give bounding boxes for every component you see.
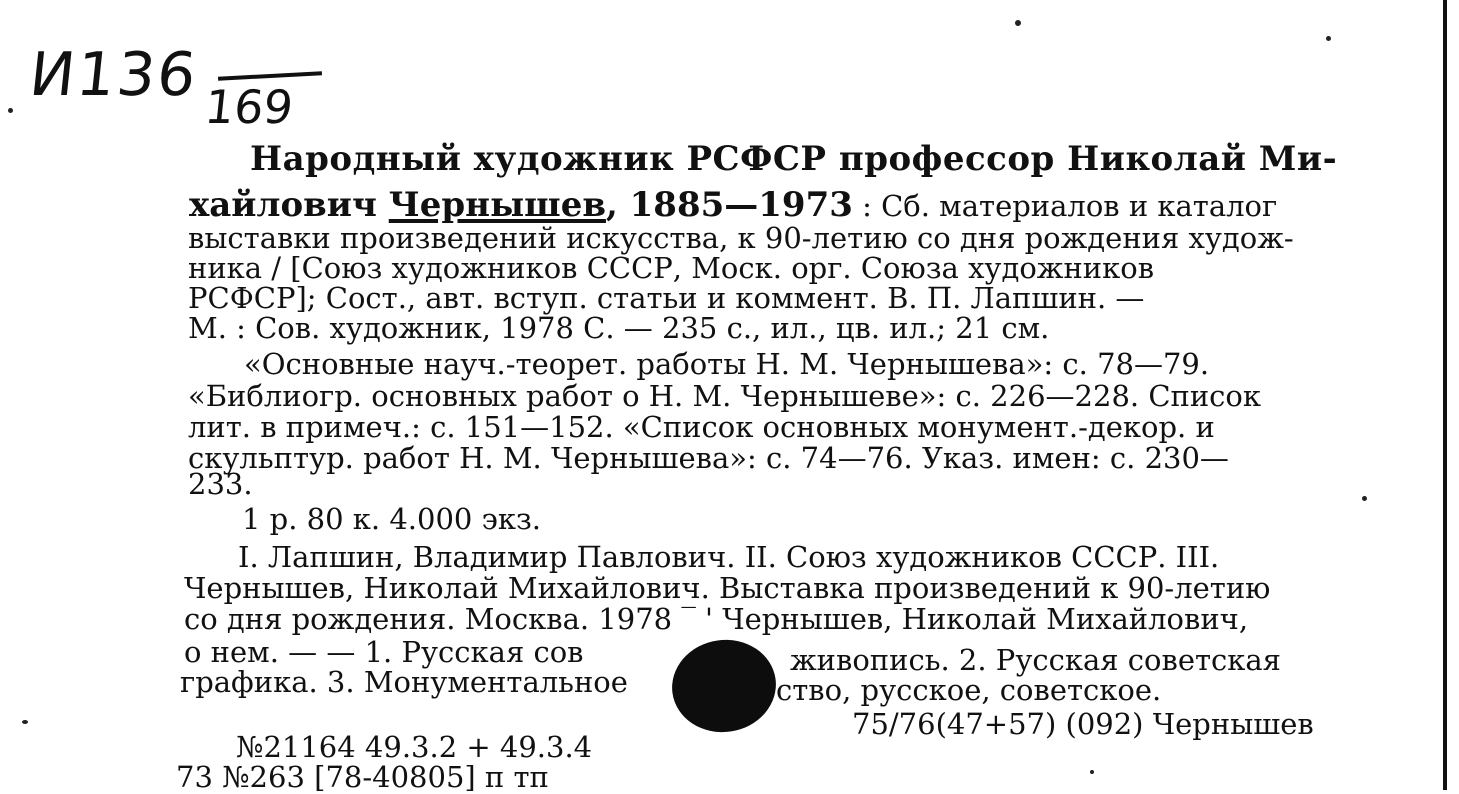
body-line-5: РСФСР]; Сост., авт. вступ. статьи и коммент. В. П. Лапшин. — bbox=[188, 281, 1145, 315]
subject-line-4b: живопись. 2. Русская советская bbox=[790, 643, 1281, 677]
speck bbox=[1362, 496, 1367, 501]
subject-line-3: со дня рождения. Москва. 1978 ‾ ' Чернышев, Николай Михайлович, bbox=[184, 602, 1249, 636]
speck bbox=[1015, 20, 1021, 26]
handwritten-call-number: И136 bbox=[26, 40, 202, 110]
price-line: 1 р. 80 к. 4.000 экз. bbox=[242, 502, 541, 536]
footer-line-2: 73 №263 [78-40805] п тп bbox=[176, 760, 549, 794]
handwritten-sub-number: 169 bbox=[202, 80, 296, 134]
subject-line-2: Чернышев, Николай Михайлович. Выставка произведений к 90-летию bbox=[184, 571, 1271, 605]
body-line-4: ника / [Союз художников СССР, Моск. орг. Союза художников bbox=[188, 251, 1155, 285]
subject-line-5a: графика. 3. Монументальное bbox=[180, 665, 628, 699]
body-line-3: выставки произведений искусства, к 90-летию со дня рождения худож- bbox=[188, 221, 1294, 255]
subject-line-4a: о нем. — — 1. Русская сов bbox=[184, 635, 584, 669]
body-line-6: М. : Сов. художник, 1978 С. — 235 с., ил., цв. ил.; 21 см. bbox=[188, 311, 1050, 345]
title-years: , 1885—1973 bbox=[605, 185, 853, 225]
classification-code: 75/76(47+57) (092) Чернышев bbox=[852, 707, 1314, 741]
footer-line-1: №21164 49.3.2 + 49.3.4 bbox=[236, 730, 593, 764]
speck bbox=[1326, 36, 1331, 41]
title-line-2-rest: : Сб. материалов и каталог bbox=[852, 189, 1278, 223]
speck bbox=[8, 108, 13, 113]
body-line-11: 233. bbox=[188, 467, 253, 501]
title-line-2-start: хайлович bbox=[189, 185, 389, 225]
subject-line-1: I. Лапшин, Владимир Павлович. II. Союз художников СССР. III. bbox=[238, 540, 1220, 574]
body-line-10: скульптур. работ Н. М. Чернышева»: с. 74—76. Указ. имен: с. 230— bbox=[188, 441, 1229, 475]
title-line-1: Народный художник РСФСР профессор Николай Ми- bbox=[250, 139, 1338, 179]
title-author-name: Чернышев bbox=[388, 185, 606, 225]
body-line-8: «Библиогр. основных работ о Н. М. Чернышеве»: с. 226—228. Список bbox=[188, 379, 1261, 413]
card-edge-line bbox=[1443, 0, 1447, 790]
speck bbox=[1090, 770, 1094, 774]
body-line-9: лит. в примеч.: с. 151—152. «Список основных монумент.-декор. и bbox=[188, 410, 1215, 444]
title-line-2 bbox=[189, 185, 1278, 225]
subject-line-5b: ство, русское, советское. bbox=[776, 673, 1162, 707]
ink-blot bbox=[666, 633, 782, 739]
speck bbox=[22, 720, 28, 724]
body-line-7: «Основные науч.-теорет. работы Н. М. Чернышева»: с. 78—79. bbox=[244, 347, 1210, 381]
